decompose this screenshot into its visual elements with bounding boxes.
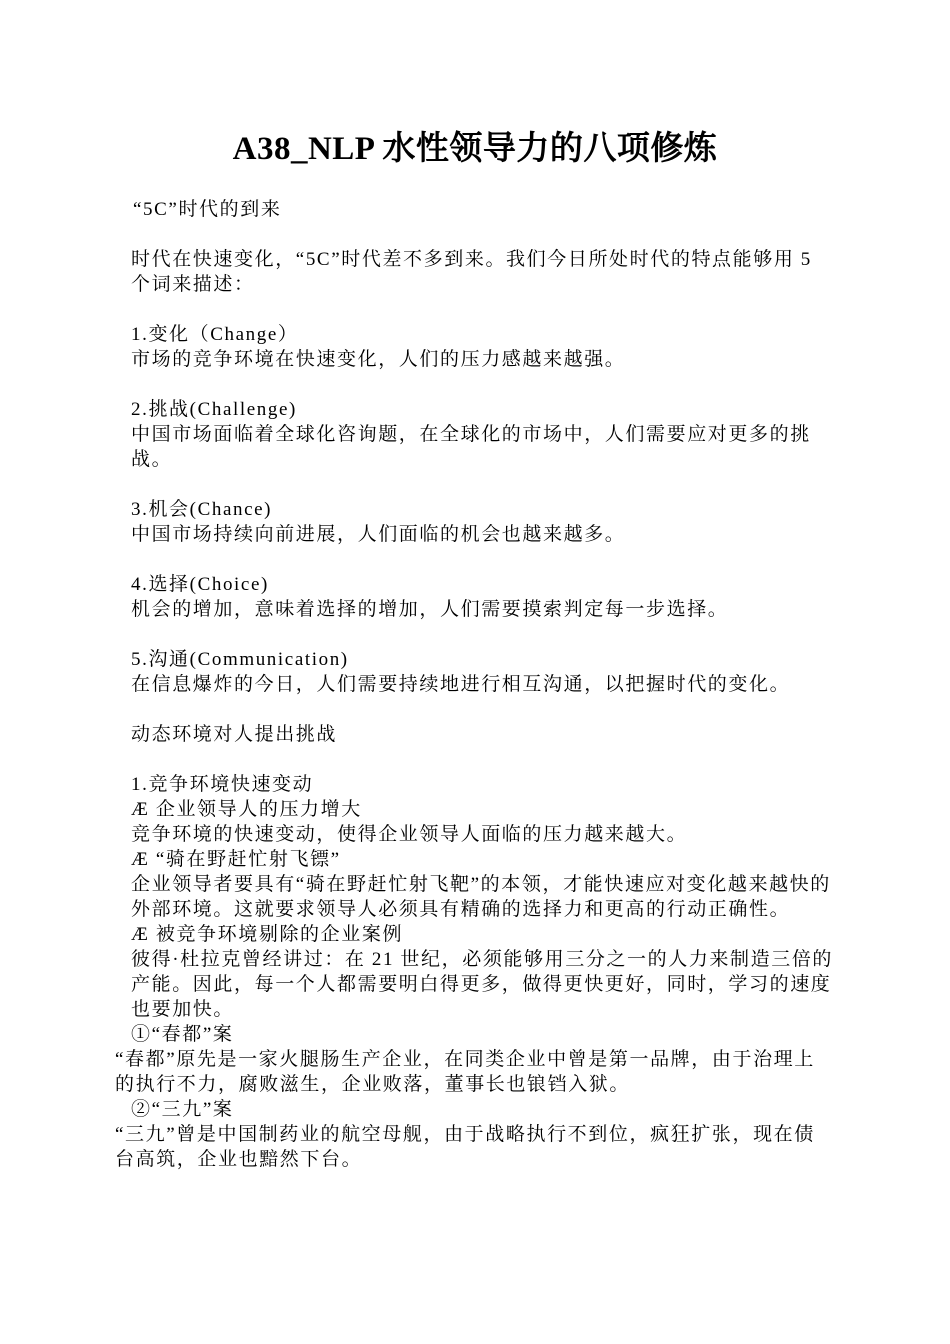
paragraph: “5C”时代的到来 bbox=[133, 199, 282, 220]
blank-line bbox=[115, 472, 835, 497]
paragraph: 企业领导者要具有“骑在野赶忙射飞靶”的本领，才能快速应对变化越来越快的外部环境。这就要求领导人必须具有精确的选择力和更高的行动正确性。 bbox=[131, 874, 831, 920]
paragraph: Æ “骑在野赶忙射飞镖” bbox=[131, 849, 341, 870]
blank-line bbox=[115, 372, 835, 397]
paragraph: ①“春都”案 bbox=[131, 1024, 234, 1045]
paragraph: 中国市场持续向前进展，人们面临的机会也越来越多。 bbox=[131, 524, 626, 545]
paragraph: “春都”原先是一家火腿肠生产企业，在同类企业中曾是第一品牌，由于治理上的执行不力，腐败滋生，企业败落，董事长也锒铛入狱。 bbox=[115, 1049, 815, 1095]
paragraph: “三九”曾是中国制药业的航空母舰，由于战略执行不到位，疯狂扩张，现在债台高筑，企业也黯然下台。 bbox=[115, 1124, 815, 1170]
blank-line bbox=[115, 622, 835, 647]
paragraph: 市场的竞争环境在快速变化，人们的压力感越来越强。 bbox=[131, 349, 626, 370]
paragraph: 彼得·杜拉克曾经讲过：在 21 世纪，必须能够用三分之一的人力来制造三倍的产能。因此，每一个人都需要明白得更多，做得更快更好，同时，学习的速度也要加快。 bbox=[131, 949, 834, 1020]
paragraph: 机会的增加，意味着选择的增加，人们需要摸索判定每一步选择。 bbox=[131, 599, 729, 620]
blank-line bbox=[115, 747, 835, 772]
paragraph: 在信息爆炸的今日，人们需要持续地进行相互沟通，以把握时代的变化。 bbox=[131, 674, 791, 695]
paragraph: 1.竞争环境快速变动 bbox=[131, 774, 314, 795]
paragraph: 4.选择(Choice) bbox=[131, 574, 269, 595]
paragraph: 动态环境对人提出挑战 bbox=[131, 724, 338, 745]
paragraph: 3.机会(Chance) bbox=[131, 499, 273, 520]
paragraph: 竞争环境的快速变动，使得企业领导人面临的压力越来越大。 bbox=[131, 824, 688, 845]
blank-line bbox=[115, 697, 835, 722]
paragraph: 1.变化（Change） bbox=[131, 324, 299, 345]
paragraph: 时代在快速变化，“5C”时代差不多到来。我们今日所处时代的特点能够用 5 个词来描述： bbox=[131, 249, 812, 295]
paragraph: Æ 被竞争环境剔除的企业案例 bbox=[131, 924, 404, 945]
paragraph: 中国市场面临着全球化咨询题，在全球化的市场中，人们需要应对更多的挑战。 bbox=[131, 424, 811, 470]
document-body bbox=[115, 197, 835, 1172]
blank-line bbox=[115, 547, 835, 572]
blank-line bbox=[115, 222, 835, 247]
blank-line bbox=[115, 297, 835, 322]
paragraph: 5.沟通(Communication) bbox=[131, 649, 349, 670]
paragraph: 2.挑战(Challenge) bbox=[131, 399, 297, 420]
paragraph: Æ 企业领导人的压力增大 bbox=[131, 799, 362, 820]
document-title: A38_NLP 水性领导力的八项修炼 bbox=[232, 131, 718, 167]
paragraph: ②“三九”案 bbox=[131, 1099, 234, 1120]
